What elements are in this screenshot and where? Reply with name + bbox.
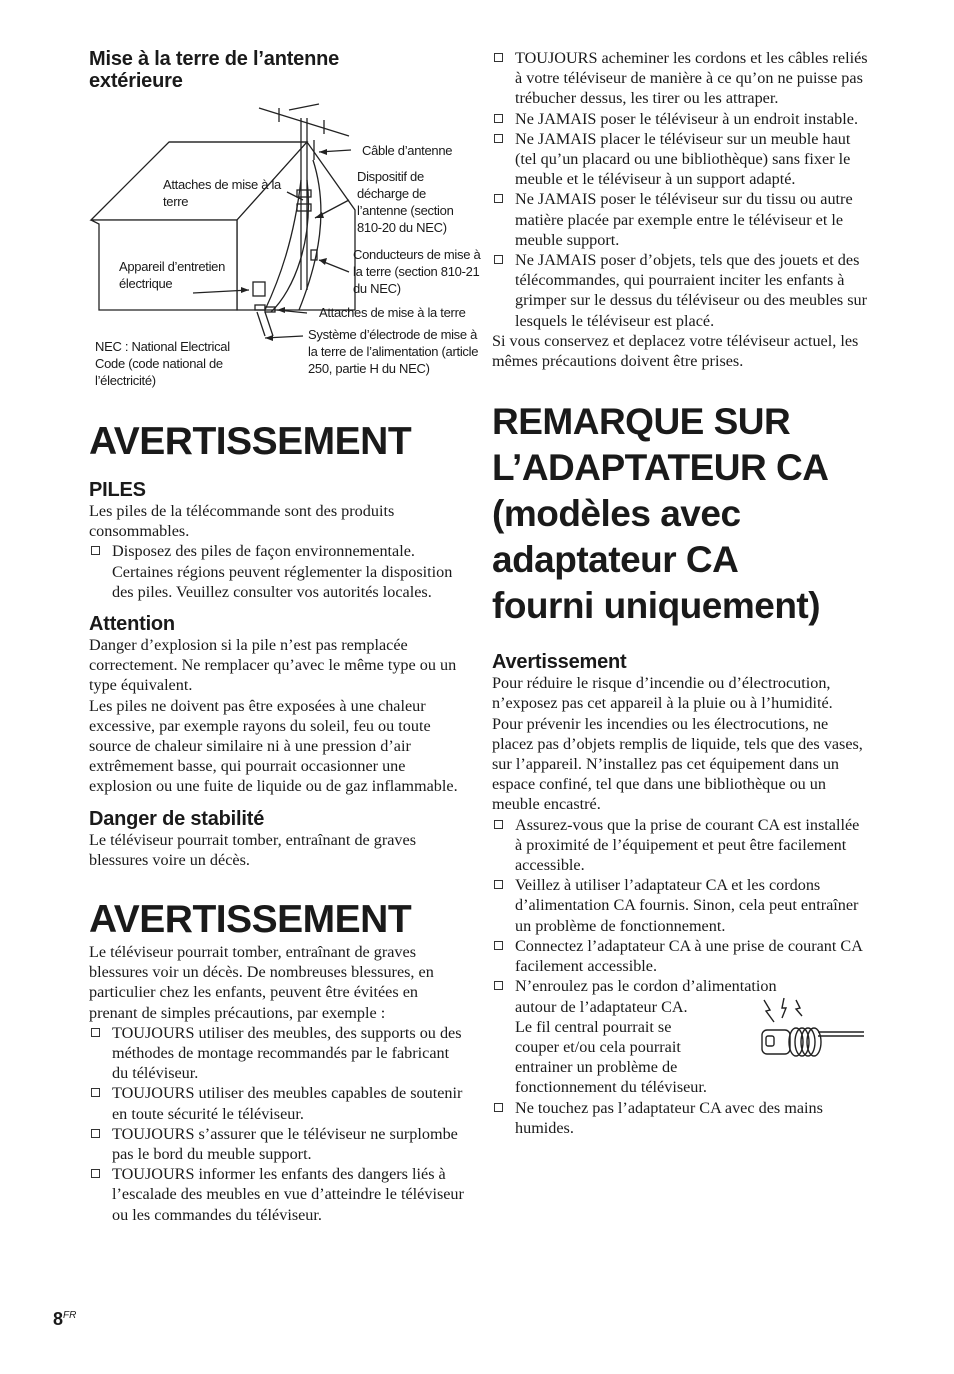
checkbox-icon xyxy=(91,1088,100,1097)
attention-paragraph-1: Danger d’explosion si la pile n’est pas remplacée correctement. Ne remplacer qu’avec le même type ou un type équivalent. xyxy=(89,636,457,695)
list-item: TOUJOURS s’assurer que le téléviseur ne surplombe pas le bord du meuble support. xyxy=(89,1124,467,1164)
language-code: FR xyxy=(63,1310,77,1321)
left-column xyxy=(89,48,481,1225)
stability-title: Danger de stabilité xyxy=(89,807,265,830)
list-item: Connectez l’adaptateur CA à une prise de courant CA facilement accessible. xyxy=(492,936,870,976)
wrap-line: autour de l’adaptateur CA. xyxy=(515,997,688,1016)
wrap-line: couper et/ou cela pourrait xyxy=(515,1037,681,1056)
antenna-title: Mise à la terre de l’antenne extérieure xyxy=(89,48,340,92)
coiled-adapter-cord-icon xyxy=(756,996,866,1068)
antenna-grounding-diagram xyxy=(89,100,481,390)
list-item: TOUJOURS utiliser des meubles capables de soutenir en toute sécurité le téléviseur. xyxy=(89,1083,467,1123)
adapter-title-line: (modèles avec xyxy=(492,493,741,535)
list-item: TOUJOURS acheminer les cordons et les câbles reliés à votre téléviseur de manière à ce qu’on ne puisse pas trébucher dessus, les tirer ou les attraper. xyxy=(492,48,870,109)
label-ground-clamps-bottom: Attaches de mise à la terre xyxy=(319,305,466,320)
checkbox-icon xyxy=(494,134,503,143)
checkbox-icon xyxy=(91,546,100,555)
adapter-title xyxy=(492,399,870,629)
piles-text: Les piles de la télécommande sont des produits consommables. xyxy=(89,502,395,541)
attention-paragraph-2: Les piles ne doivent pas être exposées à une chaleur excessive, par exemple rayons du soleil, feu ou toute source de chaleur similaire ni à une pression d’air extrêmement basse, qui pourrait occasionner une explosion ou une fuite de liquide ou de gaz inflammable. xyxy=(89,696,458,796)
checkbox-icon xyxy=(494,941,503,950)
wrap-line: Le fil central pourrait se xyxy=(515,1017,672,1036)
checkbox-icon xyxy=(91,1169,100,1178)
adapter-title-line: fourni uniquement) xyxy=(492,585,821,627)
checkbox-icon xyxy=(494,1103,503,1112)
checkbox-icon xyxy=(494,880,503,889)
label-antenna-cable: Câble d’antenne xyxy=(362,143,453,158)
adapter-list xyxy=(492,815,870,1138)
label-ground-clamps-top: Attaches de mise à la terre xyxy=(163,177,281,209)
attention-title: Attention xyxy=(89,613,175,636)
list-item: TOUJOURS utiliser des meubles, des supports ou des méthodes de montage recommandés par le fabricant du téléviseur. xyxy=(89,1023,467,1084)
stability-text: Le téléviseur pourrait tomber, entraînant de graves blessures voire un décès. xyxy=(89,830,417,869)
warning-title-1: AVERTISSEMENT xyxy=(89,420,412,463)
adapter-paragraph-2: Pour prévenir les incendies ou les électrocutions, ne placez pas d’objets remplis de liquide, tels que des vases, sur l’appareil. N’installez pas cet équipement dans un espace confiné, tel que dans une bibliothèque ou un meuble encastré. xyxy=(492,714,863,814)
list-item: Assurez-vous que la prise de courant CA est installée à proximité de l’équipement et peut être facilement accessible. xyxy=(492,815,870,876)
list-item: TOUJOURS informer les enfants des dangers liés à l’escalade des meubles en vue d’atteindre le téléviseur ou les commandes du téléviseur. xyxy=(89,1164,467,1225)
right-column xyxy=(492,48,870,1138)
adapter-title-line: REMARQUE SUR xyxy=(492,401,791,443)
checkbox-icon xyxy=(494,53,503,62)
checkbox-icon xyxy=(494,114,503,123)
list-item xyxy=(492,976,870,1097)
list-item: Ne touchez pas l’adaptateur CA avec des mains humides. xyxy=(492,1098,870,1138)
label-grounding-conductors: Conducteurs de mise à la terre (section 810-21 du NEC) xyxy=(353,247,481,296)
warning-2-list-right xyxy=(492,48,870,331)
wrap-line: N’enroulez pas le cordon d’alimentation xyxy=(515,977,777,996)
checkbox-icon xyxy=(494,820,503,829)
label-discharge-unit: Dispositif de décharge de l’antenne (section 810-20 du NEC) xyxy=(357,169,454,235)
checkbox-icon xyxy=(494,194,503,203)
adapter-paragraph-1: Pour réduire le risque d’incendie ou d’électrocution, n’exposez pas cet appareil à la pluie ou à l’humidité. xyxy=(492,674,833,713)
adapter-title-line: L’ADAPTATEUR CA xyxy=(492,447,829,489)
list-item: Ne JAMAIS placer le téléviseur sur un meuble haut (tel qu’un placard ou une bibliothèque) sans fixer le meuble et le téléviseur à un support adapté. xyxy=(492,129,870,190)
checkbox-icon xyxy=(494,255,503,264)
warning-title-2: AVERTISSEMENT xyxy=(89,898,412,942)
label-service-equipment: Appareil d’entretien électrique xyxy=(119,259,226,291)
label-electrode-system: Système d’électrode de mise à la terre de l’alimentation (article 250, partie H du NEC) xyxy=(308,327,479,376)
warning-2-list-left xyxy=(89,1023,467,1225)
wrap-line: fonctionnement du téléviseur. xyxy=(515,1078,707,1097)
list-item: Veillez à utiliser l’adaptateur CA et les cordons d’alimentation CA fournis. Sinon, cela peut entraîner un problème de fonctionnement. xyxy=(492,875,870,936)
list-item: Ne JAMAIS poser le téléviseur à un endroit instable. xyxy=(492,109,870,129)
piles-list xyxy=(89,541,467,602)
label-nec: NEC : National Electrical Code (code national de l’électricité) xyxy=(95,339,230,388)
list-item: Disposez des piles de façon environnementale. Certaines régions peuvent réglementer la disposition des piles. Veuillez consulter vos autorités locales. xyxy=(89,541,467,602)
checkbox-icon xyxy=(91,1129,100,1138)
checkbox-icon xyxy=(494,981,503,990)
list-item: Ne JAMAIS poser d’objets, tels que des jouets et des télécommandes, qui pourraient inciter les enfants à grimper sur le dessus du téléviseur ou des meubles sur lesquels le téléviseur est placé. xyxy=(492,250,870,331)
warning-2-outro: Si vous conservez et deplacez votre téléviseur actuel, les mêmes précautions doivent être prises. xyxy=(492,331,859,371)
adapter-warning-title: Avertissement xyxy=(492,651,627,674)
wrap-line: entrainer un problème de xyxy=(515,1058,678,1077)
warning-2-intro: Le téléviseur pourrait tomber, entraînant de graves blessures voir un décès. De nombreuses blessures, en particulier chez les enfants, peuvent être évitées en prenant de simples précautions, par exemple : xyxy=(89,943,434,1022)
list-item: Ne JAMAIS poser le téléviseur sur du tissu ou autre matière placée par exemple entre le téléviseur et le meuble support. xyxy=(492,189,870,250)
adapter-title-line: adaptateur CA xyxy=(492,539,739,581)
checkbox-icon xyxy=(91,1028,100,1037)
piles-title: PILES xyxy=(89,479,146,501)
page-number: $8^{FR}$ xyxy=(53,1309,77,1329)
